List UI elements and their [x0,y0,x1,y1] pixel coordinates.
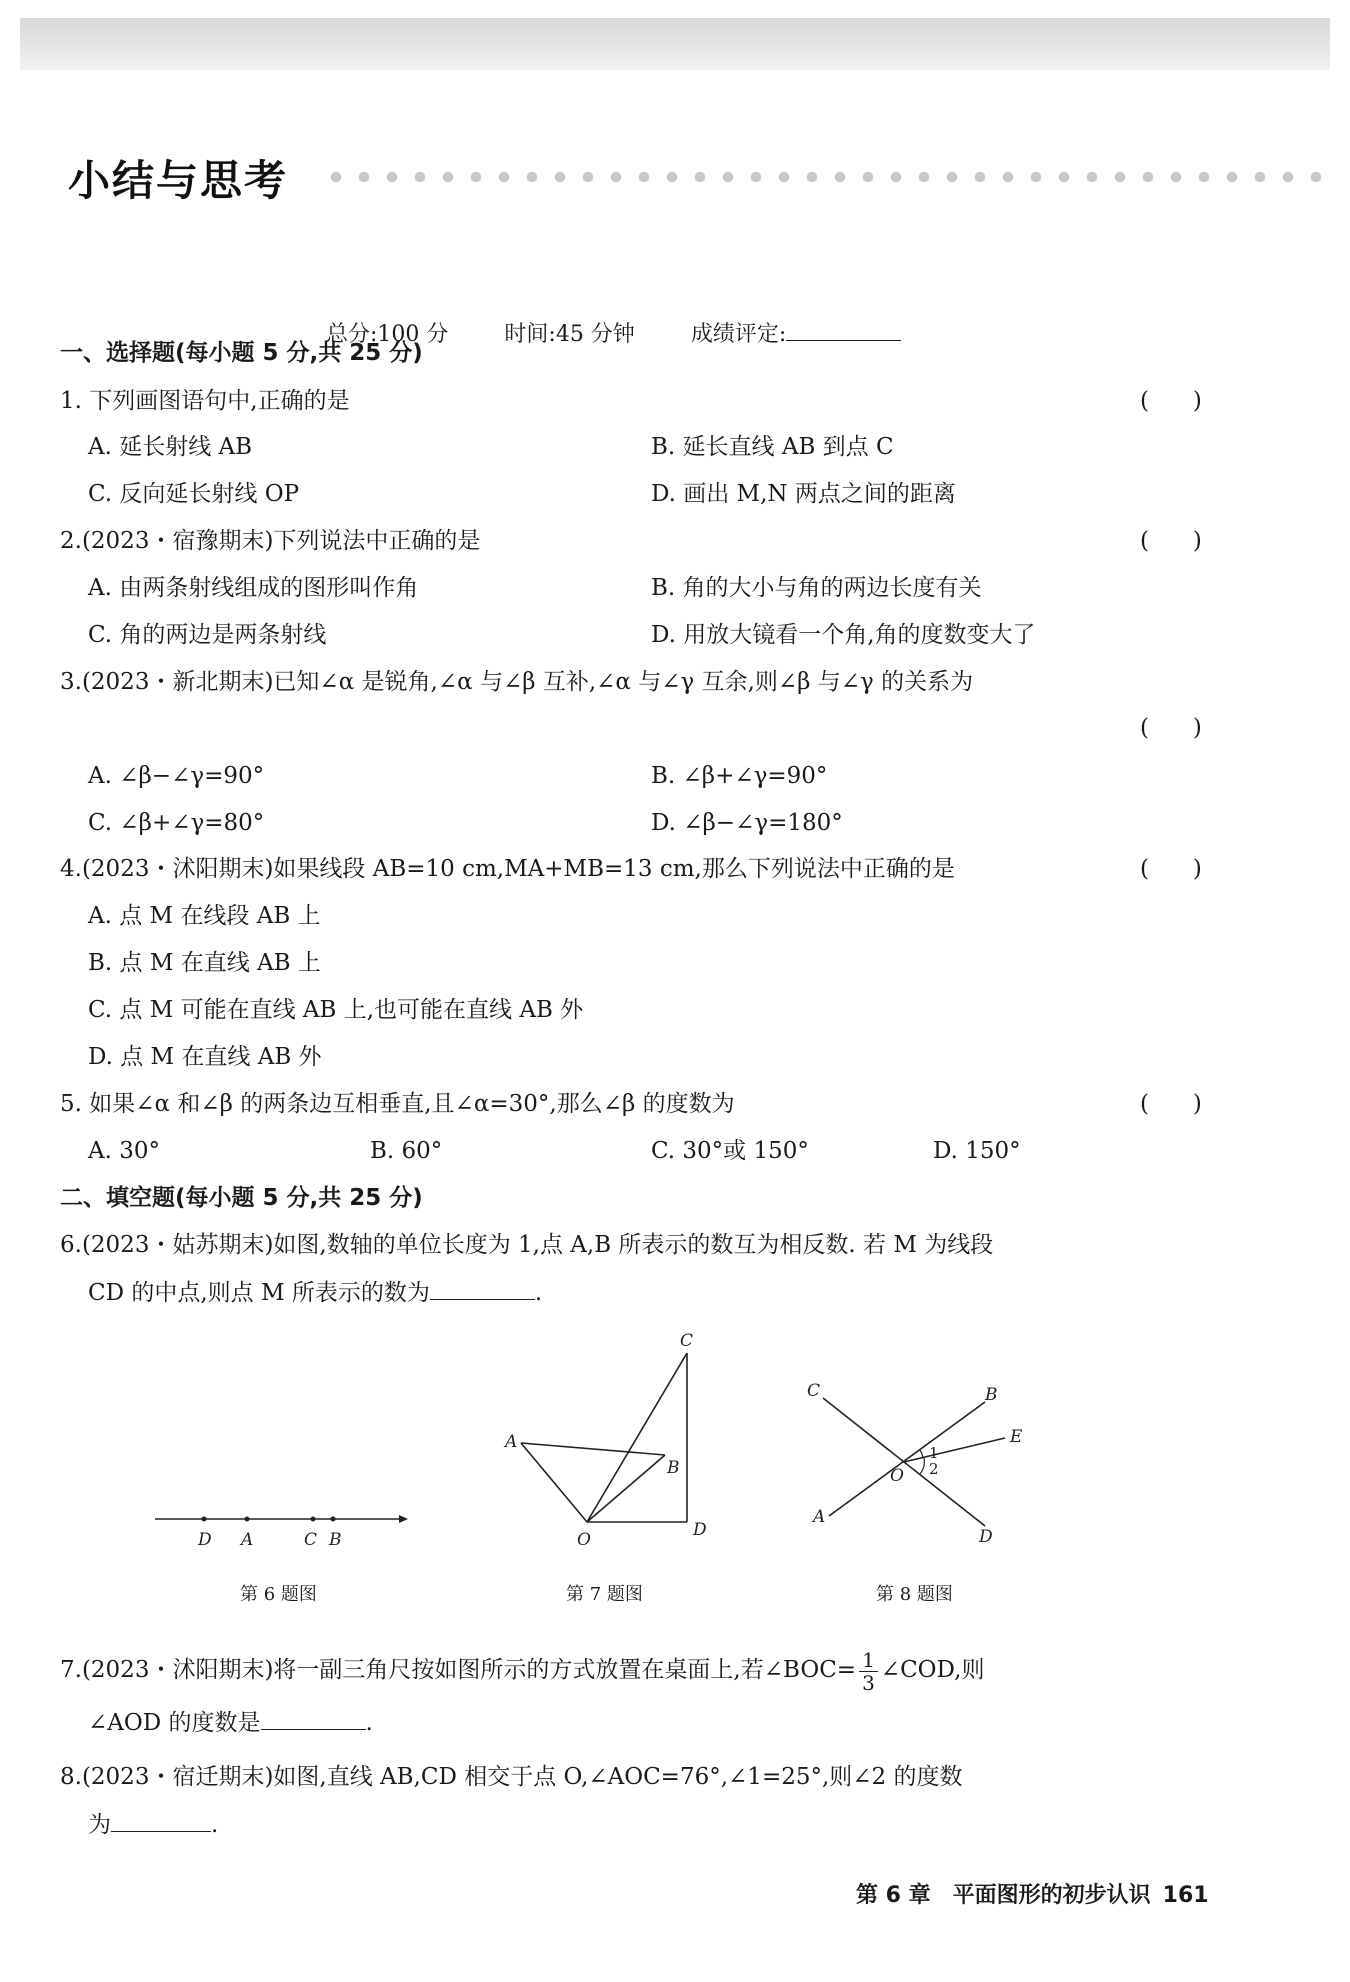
q1-option-d[interactable]: D. 画出 M,N 两点之间的距离 [651,481,956,507]
section-title: 小结与思考 [68,156,289,205]
q1-option-b[interactable]: B. 延长直线 AB 到点 C [651,434,894,460]
label-a: A [813,1507,826,1527]
q6-line2 [88,1278,542,1308]
label-a: A [505,1432,518,1452]
angle-2-arc [920,1458,924,1474]
q7-frac-den: 3 [862,1670,875,1695]
q5-option-b[interactable]: B. 60° [370,1138,443,1164]
q6-line2-text: CD 的中点,则点 M 所表示的数为 [88,1280,430,1306]
q1-option-a[interactable]: A. 延长射线 AB [88,434,253,460]
label-c: C [680,1331,694,1351]
segment-oa [521,1443,587,1522]
point-a [245,1517,250,1522]
point-b [331,1517,336,1522]
q2-option-a[interactable]: A. 由两条射线组成的图形叫作角 [88,575,419,601]
q7-frac-num: 1 [859,1649,878,1672]
label-a: A [241,1530,254,1550]
grade-blank[interactable] [786,320,901,341]
segment-ab [521,1443,665,1455]
part1-title: 一、选择题(每小题 5 分,共 25 分) [60,340,423,366]
q5-option-c[interactable]: C. 30°或 150° [651,1138,809,1164]
segment-oc [587,1353,687,1522]
q7-line2 [88,1708,373,1738]
time-limit: 时间:45 分钟 [504,322,635,347]
q8-end: . [211,1812,219,1838]
q7-line1-pre: 7.(2023・沭阳期末)将一副三角尺按如图所示的方式放置在桌面上,若∠BOC= [60,1657,857,1683]
figure-7-caption: 第 7 题图 [566,1584,643,1605]
q8-answer-blank[interactable] [111,1811,211,1832]
q3-answer-paren[interactable]: ( ) [1140,715,1202,741]
part2-title: 二、填空题(每小题 5 分,共 25 分) [60,1185,423,1211]
q2-stem: 2.(2023・宿豫期末)下列说法中正确的是 [60,528,481,554]
q2-option-b[interactable]: B. 角的大小与角的两边长度有关 [651,575,982,601]
q5-stem: 5. 如果∠α 和∠β 的两条边互相垂直,且∠α=30°,那么∠β 的度数为 [60,1091,735,1117]
angle-1-arc [920,1450,923,1458]
label-c: C [807,1381,821,1401]
q6-end: . [534,1280,543,1306]
q7-answer-blank[interactable] [261,1709,366,1730]
q1-option-c[interactable]: C. 反向延长射线 OP [88,481,300,507]
dotted-rule [322,170,1322,184]
q8-line2 [88,1810,218,1840]
label-angle-2: 2 [929,1460,939,1478]
point-d [202,1517,207,1522]
label-angle-1: 1 [929,1444,939,1462]
figure-6-caption: 第 6 题图 [240,1584,317,1605]
q7-line1 [60,1645,984,1695]
label-b: B [985,1385,998,1405]
q3-option-c[interactable]: C. ∠β+∠γ=80° [88,810,265,836]
q7-end: . [365,1710,373,1736]
label-d: D [979,1527,993,1547]
page-footer [856,1878,1209,1909]
q2-option-c[interactable]: C. 角的两边是两条射线 [88,622,327,648]
q3-option-a[interactable]: A. ∠β−∠γ=90° [88,763,265,789]
figure-8-caption: 第 8 题图 [876,1584,953,1605]
q4-option-a[interactable]: A. 点 M 在线段 AB 上 [88,903,321,929]
q5-answer-paren[interactable]: ( ) [1140,1091,1202,1117]
figure-8-intersecting-lines [795,1370,1055,1550]
chapter-title: 第 6 章 平面图形的初步认识 [856,1883,1151,1908]
q6-answer-blank[interactable] [430,1279,535,1300]
line-ab [829,1402,985,1516]
total-score: 总分:100 分 [326,322,449,347]
figure-7-triangles [495,1325,735,1555]
grade-label: 成绩评定: [690,322,787,347]
q7-line2-text: ∠AOD 的度数是 [88,1710,261,1736]
top-header-band [20,18,1330,70]
label-b: B [667,1458,680,1478]
q1-answer-paren[interactable]: ( ) [1140,388,1202,414]
label-c: C [304,1530,318,1550]
q3-stem: 3.(2023・新北期末)已知∠α 是锐角,∠α 与∠β 互补,∠α 与∠γ 互余,则∠β 与∠γ 的关系为 [60,669,974,695]
q7-line1-post: ∠COD,则 [880,1657,985,1683]
point-c [311,1517,316,1522]
q4-stem: 4.(2023・沭阳期末)如果线段 AB=10 cm,MA+MB=13 cm,那么下列说法中正确的是 [60,856,955,882]
q5-option-d[interactable]: D. 150° [933,1138,1021,1164]
number-line-arrow-icon [399,1515,408,1523]
page-number: 161 [1162,1883,1209,1908]
q4-option-b[interactable]: B. 点 M 在直线 AB 上 [88,950,321,976]
label-b: B [329,1530,342,1550]
q4-option-c[interactable]: C. 点 M 可能在直线 AB 上,也可能在直线 AB 外 [88,997,584,1023]
figure-6-number-line [150,1490,420,1560]
label-d: D [198,1530,212,1550]
q7-fraction [859,1649,878,1694]
label-o: O [890,1466,904,1486]
q5-option-a[interactable]: A. 30° [88,1138,160,1164]
q8-line1: 8.(2023・宿迁期末)如图,直线 AB,CD 相交于点 O,∠AOC=76°,∠1=25°,则∠2 的度数 [60,1764,963,1790]
q3-option-d[interactable]: D. ∠β−∠γ=180° [651,810,843,836]
q6-line1: 6.(2023・姑苏期末)如图,数轴的单位长度为 1,点 A,B 所表示的数互为相反数. 若 M 为线段 [60,1232,994,1258]
segment-ob [587,1455,665,1522]
q1-stem: 1. 下列画图语句中,正确的是 [60,388,350,414]
label-d: D [693,1520,707,1540]
label-o: O [577,1530,591,1550]
q2-option-d[interactable]: D. 用放大镜看一个角,角的度数变大了 [651,622,1036,648]
q8-line2-text: 为 [88,1812,111,1838]
q4-option-d[interactable]: D. 点 M 在直线 AB 外 [88,1044,322,1070]
q4-answer-paren[interactable]: ( ) [1140,856,1202,882]
q3-option-b[interactable]: B. ∠β+∠γ=90° [651,763,828,789]
q2-answer-paren[interactable]: ( ) [1140,528,1202,554]
label-e: E [1010,1427,1023,1447]
